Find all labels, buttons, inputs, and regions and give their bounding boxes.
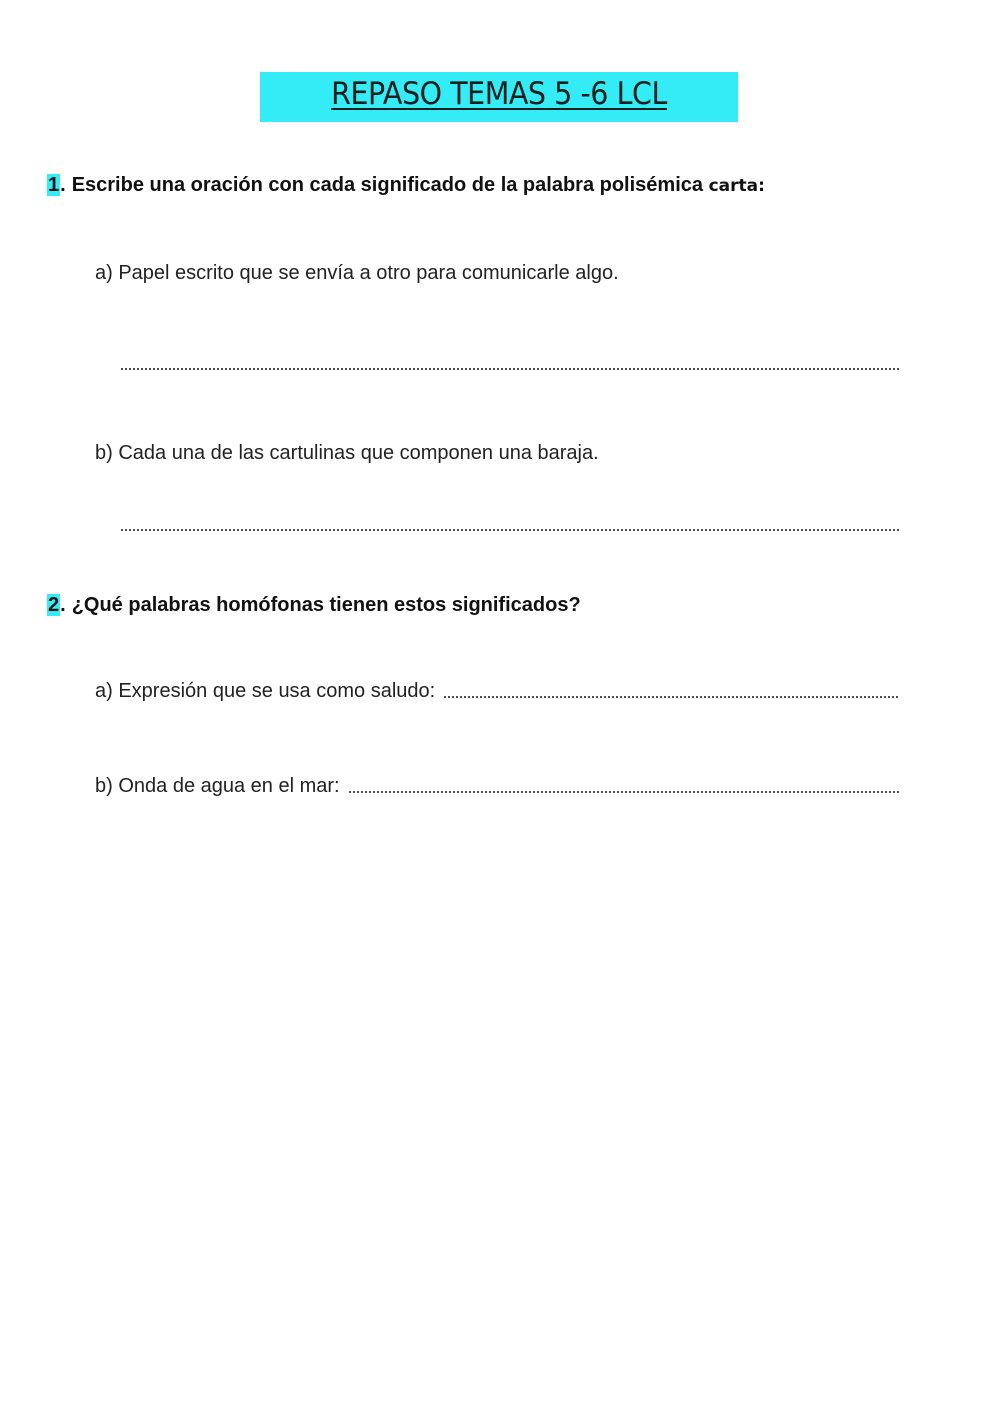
question-1-keyword: carta:	[708, 176, 765, 196]
question-2-item-b	[95, 775, 900, 798]
answer-line-2b[interactable]	[348, 791, 900, 793]
title-banner	[260, 72, 738, 122]
answer-line-2a[interactable]	[443, 696, 900, 698]
question-2-item-a	[95, 680, 900, 703]
question-1-number: 1	[48, 174, 60, 196]
question-2-text: ¿Qué palabras homófonas tienen estos significados?	[71, 594, 581, 616]
question-2-number: 2	[48, 594, 60, 616]
question-1-item-a: a) Papel escrito que se envía a otro para comunicarle algo.	[95, 262, 619, 284]
question-2-heading: 2. ¿Qué palabras homófonas tienen estos significados?	[48, 594, 581, 616]
question-1-heading: 1. Escribe una oración con cada significado de la palabra polisémica carta:	[48, 174, 765, 196]
question-2-item-a-text: a) Expresión que se usa como saludo:	[95, 680, 436, 702]
answer-line-1a[interactable]	[120, 368, 900, 370]
question-2-item-b-text: b) Onda de agua en el mar:	[95, 775, 340, 797]
answer-line-1b[interactable]	[120, 529, 900, 531]
page-title: REPASO TEMAS 5 -6 LCL	[331, 76, 667, 112]
question-1-item-b: b) Cada una de las cartulinas que componen una baraja.	[95, 442, 599, 464]
question-1-text: Escribe una oración con cada significado de la palabra polisémica	[71, 174, 704, 196]
